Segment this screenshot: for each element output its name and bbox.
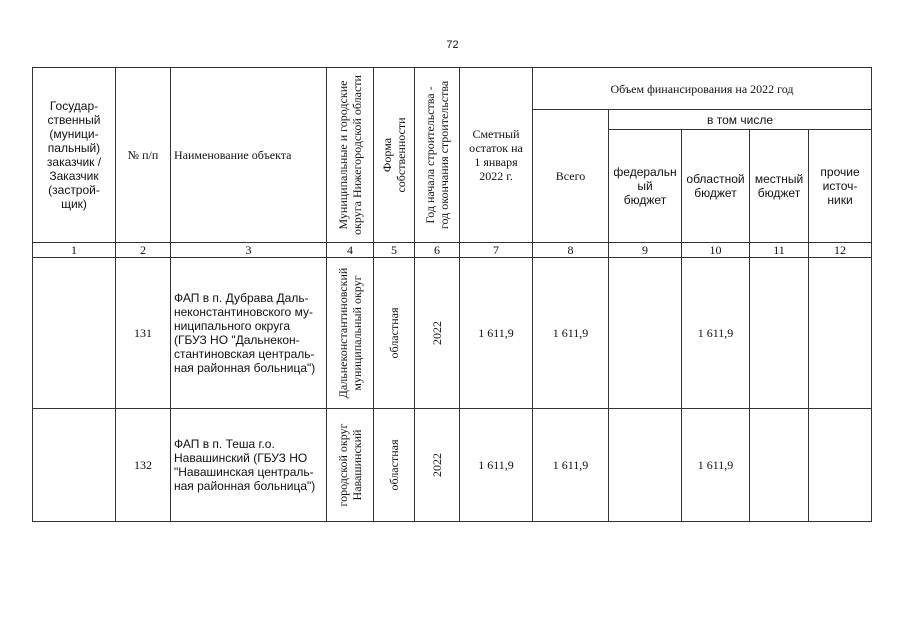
column-number: 6 [415,243,460,258]
column-number: 10 [682,243,750,258]
row-ownership [374,258,415,409]
row-federal [609,409,682,522]
row-years-text: 2022 [430,453,444,477]
header-funding-title: Объем финансирования на 2022 год [533,68,872,110]
column-number-row [33,243,872,258]
column-number: 7 [460,243,533,258]
header-num: № п/п [116,68,171,243]
row-total: 1 611,9 [533,258,609,409]
row-local [750,258,809,409]
row-total: 1 611,9 [533,409,609,522]
row-num: 132 [116,409,171,522]
header-object-name: Наименование объекта [171,68,327,243]
row-object-name: ФАП в п. Теша г.о. Навашинский (ГБУЗ НО "Навашинская централь- ная районная больница") [171,409,327,522]
row-estimate: 1 611,9 [460,409,533,522]
header-other: прочие источ- ники [809,130,872,243]
page-number: 72 [446,39,459,51]
table-row [33,258,872,409]
header-regional: областной бюджет [682,130,750,243]
header-districts [327,68,374,243]
table-row [33,409,872,522]
column-number: 5 [374,243,415,258]
row-regional: 1 611,9 [682,409,750,522]
row-estimate: 1 611,9 [460,258,533,409]
row-other [809,409,872,522]
row-object-name: ФАП в п. Дубрава Даль- неконстантиновского му- ниципального округа (ГБУЗ НО "Дальнекон- стантиновская централь- ная районная больница") [171,258,327,409]
column-number: 12 [809,243,872,258]
header-total: Всего [533,110,609,243]
column-number: 8 [533,243,609,258]
row-ownership [374,409,415,522]
column-number: 2 [116,243,171,258]
row-years [415,409,460,522]
header-row-top [33,68,872,110]
header-customer: Государ- ственный (муници- пальный) заказчик / Заказчик (застрой- щик) [33,68,116,243]
column-number: 9 [609,243,682,258]
header-federal: федеральн ый бюджет [609,130,682,243]
row-years [415,258,460,409]
row-num: 131 [116,258,171,409]
row-customer [33,258,116,409]
column-number: 3 [171,243,327,258]
header-estimate: Сметный остаток на 1 января 2022 г. [460,68,533,243]
row-ownership-text: областная [387,307,401,359]
row-district-text: Дальнеконстантиновский муниципальный округ [336,267,364,399]
column-number: 1 [33,243,116,258]
row-local [750,409,809,522]
header-ownership [374,68,415,243]
row-years-text: 2022 [430,321,444,345]
row-customer [33,409,116,522]
row-federal [609,258,682,409]
header-years-text: Год начала строительства - год окончания строительства [423,80,451,230]
column-number: 4 [327,243,374,258]
header-including: в том числе [609,110,872,130]
financing-table [32,67,872,522]
row-district [327,409,374,522]
column-number: 11 [750,243,809,258]
header-districts-text: Муниципальные и городские округа Нижегородской области [336,75,364,235]
row-regional: 1 611,9 [682,258,750,409]
header-ownership-text: Форма собственности [380,117,408,193]
header-years [415,68,460,243]
row-other [809,258,872,409]
row-district [327,258,374,409]
header-local: местный бюджет [750,130,809,243]
row-ownership-text: областная [387,439,401,491]
row-district-text: городской округ Навашинский [336,423,364,507]
